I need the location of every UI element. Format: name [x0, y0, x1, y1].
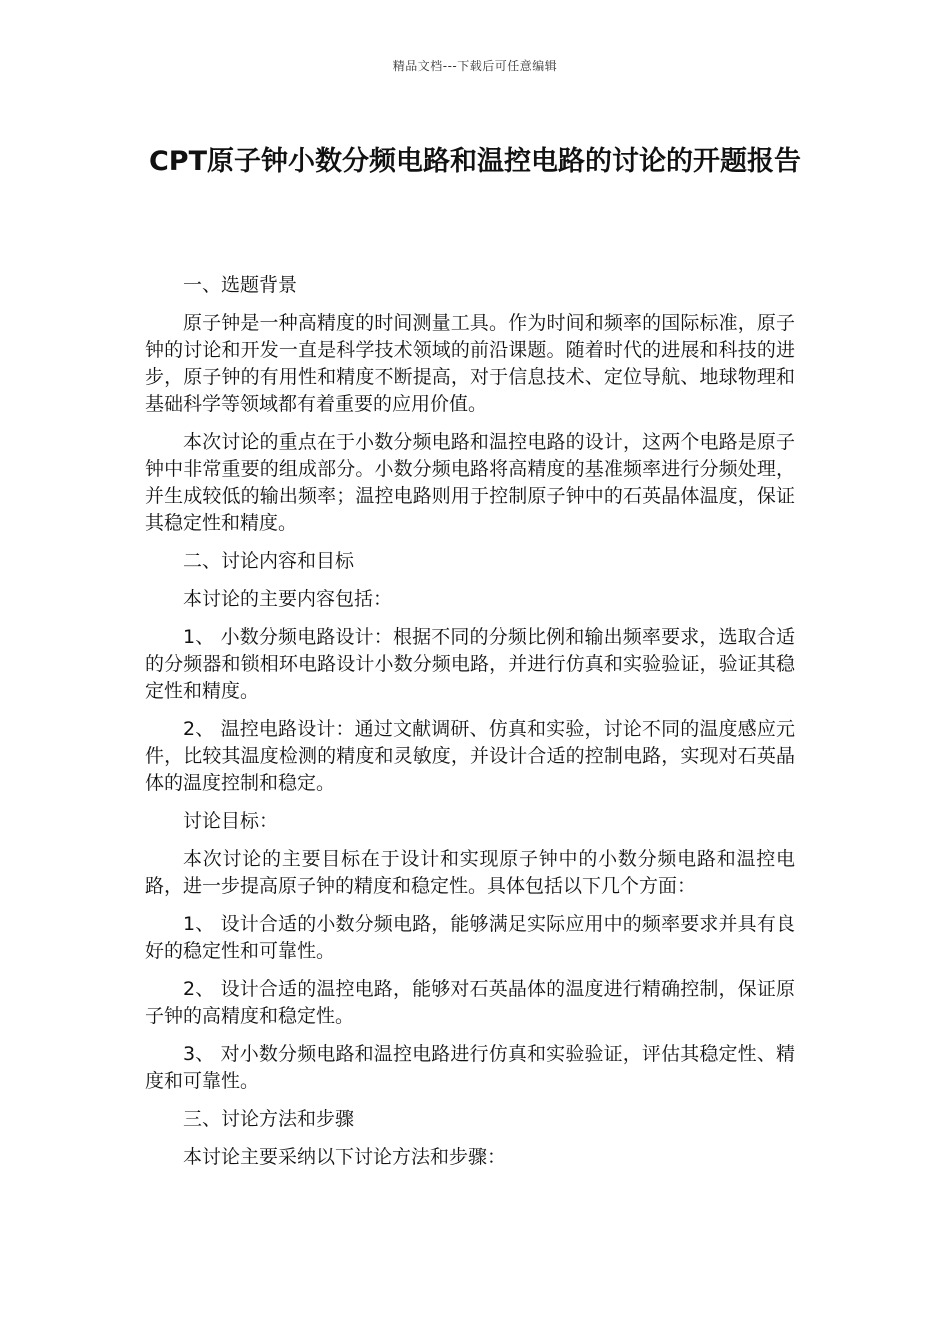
- section-heading-background: 一、选题背景: [183, 274, 298, 296]
- header-note: 精品文档---下载后可任意编辑: [392, 59, 558, 73]
- list-item-content-1: 1、 小数分频电路设计：根据不同的分频比例和输出频率要求，选取合适的分频器和锁相环电路设计小数分频电路，并进行仿真和实验验证，验证其稳定性和精度。: [145, 626, 795, 702]
- section-heading-methods: 三、讨论方法和步骤: [183, 1108, 355, 1130]
- paragraph-goal: 本次讨论的主要目标在于设计和实现原子钟中的小数分频电路和温控电路，进一步提高原子钟的精度和稳定性。具体包括以下几个方面：: [145, 848, 795, 897]
- document-body: [145, 272, 795, 1182]
- paragraph-goal-label: 讨论目标：: [183, 810, 279, 832]
- document-title: CPT原子钟小数分频电路和温控电路的讨论的开题报告: [148, 146, 802, 177]
- list-item-goal-1: 1、 设计合适的小数分频电路，能够满足实际应用中的频率要求并具有良好的稳定性和可靠性。: [145, 913, 795, 962]
- paragraph-methods-intro: 本讨论主要采纳以下讨论方法和步骤：: [183, 1146, 507, 1168]
- section-heading-content: 二、讨论内容和目标: [183, 550, 355, 572]
- list-item-goal-2: 2、 设计合适的温控电路，能够对石英晶体的温度进行精确控制，保证原子钟的高精度和稳定性。: [145, 978, 795, 1027]
- list-item-content-2: 2、 温控电路设计：通过文献调研、仿真和实验，讨论不同的温度感应元件，比较其温度检测的精度和灵敏度，并设计合适的控制电路，实现对石英晶体的温度控制和稳定。: [145, 718, 795, 794]
- paragraph-background-1: 原子钟是一种高精度的时间测量工具。作为时间和频率的国际标准，原子钟的讨论和开发一直是科学技术领域的前沿课题。随着时代的进展和科技的进步，原子钟的有用性和精度不断提高，对于信息技术、定位导航、地球物理和基础科学等领域都有着重要的应用价值。: [145, 312, 795, 415]
- paragraph-background-2: 本次讨论的重点在于小数分频电路和温控电路的设计，这两个电路是原子钟中非常重要的组成部分。小数分频电路将高精度的基准频率进行分频处理，并生成较低的输出频率；温控电路则用于控制原子钟中的石英晶体温度，保证其稳定性和精度。: [145, 431, 795, 534]
- paragraph-content-intro: 本讨论的主要内容包括：: [183, 588, 393, 610]
- list-item-goal-3: 3、 对小数分频电路和温控电路进行仿真和实验验证，评估其稳定性、精度和可靠性。: [145, 1043, 795, 1092]
